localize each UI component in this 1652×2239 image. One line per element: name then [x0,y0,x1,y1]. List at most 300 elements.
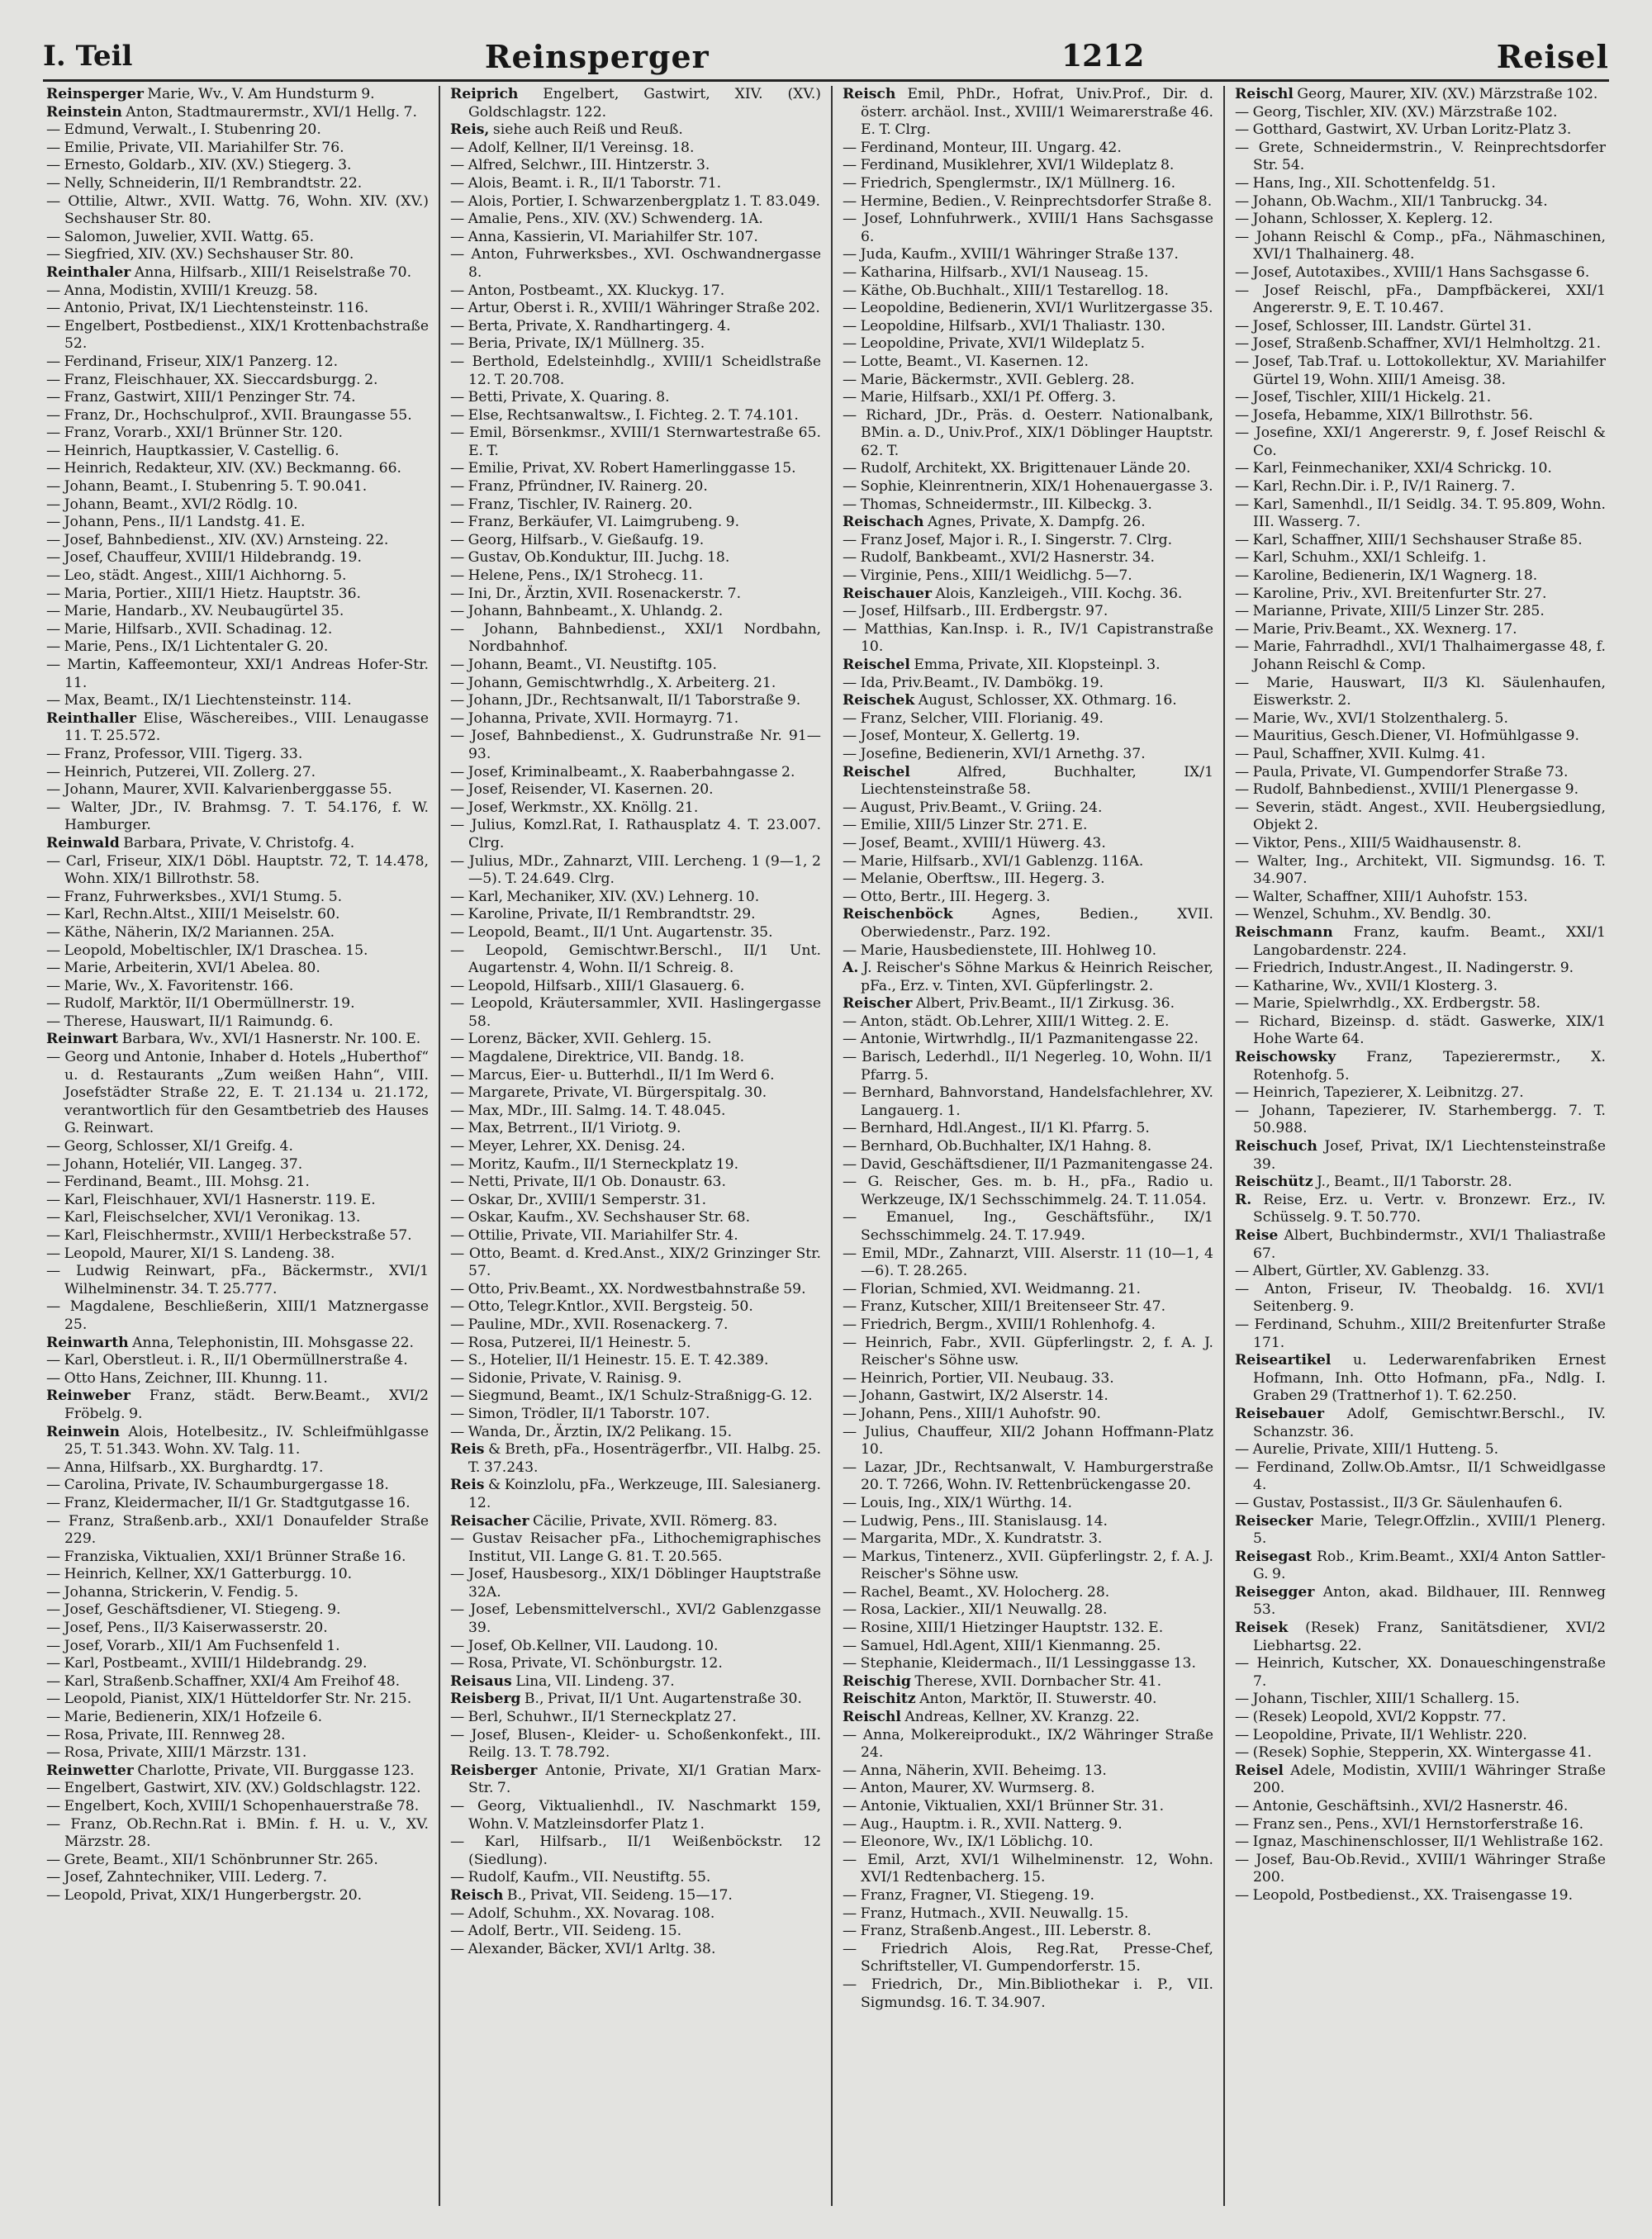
directory-entry: — Lorenz, Bäcker, XVII. Gehlerg. 15. [450,1031,712,1048]
directory-entry: — Friedrich Alois, Reg.Rat, Presse-Chef, Schriftsteller, VI. Gumpendorferstr. 15. [843,1940,1213,1976]
directory-entry: — Karoline, Private, II/1 Rembrandtstr. 29. [450,906,756,923]
directory-entry: — Josef, Monteur, X. Gellertg. 19. [843,728,1080,745]
directory-entry: — Josef, Tab.Traf. u. Lottokollektur, XV. Mariahilfer Gürtel 19, Wohn. XIII/1 Ameisg. 38. [1235,353,1606,388]
directory-entry: — Franz, Berkäufer, VI. Laimgrubeng. 9. [450,514,740,531]
directory-entry: — Betti, Private, X. Quaring. 8. [450,389,670,406]
directory-entry: — Johann, Bahnbeamt., X. Uhlandg. 2. [450,603,724,620]
directory-entry: — Franz, Selcher, VIII. Florianig. 49. [843,709,1104,727]
directory-entry: Reischer Albert, Priv.Beamt., II/1 Zirkusg. 36. [843,995,1175,1013]
directory-entry: — Antonie, Geschäftsinh., XVI/2 Hasnerstr. 46. [1235,1798,1569,1814]
directory-entry: — Leopoldine, Private, II/1 Wehlistr. 220. [1235,1726,1527,1743]
directory-entry: — Leo, städt. Angest., XIII/1 Aichhorng. 5. [46,567,347,585]
directory-entry: — Marie, Bedienerin, XIX/1 Hofzeile 6. [46,1709,323,1726]
directory-entry: — Gustav, Ob.Konduktur, III. Juchg. 18. [450,549,730,567]
directory-entry: Reinweber Franz, städt. Berw.Beamt., XVI/2 Fröbelg. 9. [46,1388,429,1422]
directory-entry: — Emilie, XIII/5 Linzer Str. 271. E. [843,817,1088,834]
directory-entry: — Josef, Zahntechniker, VIII. Lederg. 7. [46,1869,328,1886]
directory-entry: — Margarete, Private, VI. Bürgerspitalg. 30. [450,1084,767,1102]
directory-entry: — Aurelie, Private, XIII/1 Hutteng. 5. [1235,1441,1499,1459]
directory-entry: — Karl, Mechaniker, XIV. (XV.) Lehnerg. 10. [450,888,760,905]
directory-entry: — Marie, Priv.Beamt., XX. Wexnerg. 17. [1235,620,1517,638]
directory-entry: — Leopoldine, Hilfsarb., XVI/1 Thaliastr. 130. [843,317,1166,334]
directory-entry: — Friedrich, Bergm., XVIII/1 Rohlenhofg. 4. [843,1316,1156,1333]
directory-entry: — Oskar, Kaufm., XV. Sechshauser Str. 68. [450,1209,751,1226]
directory-entry: — Josef Reischl, pFa., Dampfbäckerei, XXI/1 Angererstr. 9, E. T. 10.467. [1235,282,1606,317]
directory-entry: — Karl, Schuhm., XXI/1 Schleifg. 1. [1235,549,1487,567]
directory-entry: — Sophie, Kleinrentnerin, XIX/1 Hohenauergasse 3. [843,478,1213,496]
directory-entry: — Johann, Maurer, XVII. Kalvarienberggasse 55. [46,781,392,799]
directory-entry: — Rosa, Private, XIII/1 Märzstr. 131. [46,1744,307,1762]
directory-entry: — Rosa, Private, III. Rennweg 28. [46,1726,286,1743]
directory-entry: — Ini, Dr., Ärztin, XVII. Rosenackerstr. 7. [450,585,742,602]
directory-entry: — Heinrich, Kellner, XX/1 Gatterburgg. 10. [46,1566,353,1583]
directory-entry: — Adolf, Schuhm., XX. Novarag. 108. [450,1905,715,1922]
directory-entry: — Heinrich, Redakteur, XIV. (XV.) Beckmanng. 66. [46,460,402,477]
directory-entry: Reischl Andreas, Kellner, XV. Kranzg. 22. [843,1709,1140,1726]
directory-entry: — Karl, Fleischhermstr., XVIII/1 Herbeckstraße 57. [46,1227,412,1244]
directory-entry: — Marie, Hilfsarb., XVI/1 Gablenzg. 116A. [843,852,1144,870]
directory-entry: — Samuel, Hdl.Agent, XIII/1 Kienmanng. 25. [843,1637,1161,1654]
directory-entry: Reischütz J., Beamt., II/1 Taborstr. 28. [1235,1174,1512,1191]
directory-entry: — Anna, Modistin, XVIII/1 Kreuzg. 58. [46,282,318,299]
directory-entry: — Gotthard, Gastwirt, XV. Urban Loritz-Platz 3. [1235,121,1572,139]
directory-entry: — Katharina, Hilfsarb., XVI/1 Nauseag. 15. [843,263,1149,281]
directory-entry: — Alois, Beamt. i. R., II/1 Taborstr. 71. [450,174,722,192]
directory-entry: — Marie, Hausbedienstete, III. Hohlweg 10. [843,942,1157,959]
directory-entry: Reischel Alfred, Buchhalter, IX/1 Liechtensteinstraße 58. [843,763,1213,799]
directory-entry: — Stephanie, Kleidermach., II/1 Lessinggasse 13. [843,1655,1196,1672]
directory-entry: — Marie, Handarb., XV. Neubaugürtel 35. [46,603,344,620]
directory-entry: — Franz, Fragner, VI. Stiegeng. 19. [843,1886,1094,1904]
directory-entry: Reisegast Rob., Krim.Beamt., XXI/4 Anton Sattler-G. 9. [1235,1548,1606,1583]
directory-entry: — Antonie, Viktualien, XXI/1 Brünner Str. 31. [843,1798,1165,1814]
directory-entry: — Karl, Oberstleut. i. R., II/1 Obermüllnerstraße 4. [46,1352,408,1369]
directory-entry: — Marie, Hauswart, II/3 Kl. Säulenhaufen, Eiswerkstr. 2. [1235,674,1606,709]
directory-entry: — Nelly, Schneiderin, II/1 Rembrandtstr. 22. [46,174,363,192]
directory-entry: — Rudolf, Architekt, XX. Brigittenauer Lände 20. [843,460,1191,477]
directory-entry: Reis, siehe auch Reiß und Reuß. [450,121,683,139]
directory-entry: Reisberg B., Privat, II/1 Unt. Augartenstraße 30. [450,1691,802,1708]
directory-entry: — Josefine, XXI/1 Angererstr. 9, f. Josef Reischl & Co. [1235,425,1606,459]
directory-entry: — Friedrich, Industr.Angest., II. Nadingerstr. 9. [1235,960,1574,977]
directory-entry: — Albert, Gürtler, XV. Gablenzg. 33. [1235,1263,1490,1280]
directory-entry: — Ottilie, Private, VII. Mariahilfer Str. 4. [450,1227,738,1244]
directory-entry: Reise Albert, Buchbindermstr., XVI/1 Thaliastraße 67. [1235,1227,1606,1262]
directory-entry: — Franz, Gastwirt, XIII/1 Penzinger Str. 74. [46,389,356,406]
directory-entry: Reinwetter Charlotte, Private, VII. Burggasse 123. [46,1762,415,1779]
directory-entry: — Paul, Schaffner, XVII. Kulmg. 41. [1235,745,1486,762]
directory-entry: — Leopold, Gemischtwr.Berschl., II/1 Unt. Augartenstr. 4, Wohn. II/1 Schreig. 8. [450,942,821,977]
directory-entry: — Severin, städt. Angest., XVII. Heubergsiedlung, Objekt 2. [1235,799,1606,834]
directory-entry: — Amalie, Pens., XIV. (XV.) Schwenderg. 1A. [450,211,763,228]
directory-entry: — Katharine, Wv., XVII/1 Klosterg. 3. [1235,977,1498,994]
directory-entry: — Josef, Kriminalbeamt., X. Raaberbahngasse 2. [450,763,795,780]
directory-entry: Reisberger Antonie, Private, XI/1 Gratian Marx-Str. 7. [450,1762,821,1797]
directory-entry: Reischl Georg, Maurer, XIV. (XV.) Märzstraße 102. [1235,86,1598,102]
directory-entry: — Simon, Trödler, II/1 Taborstr. 107. [450,1405,710,1422]
directory-entry: — Heinrich, Hauptkassier, V. Castellig. 6. [46,442,339,459]
directory-entry: — Antonie, Wirtwrhdlg., II/1 Pazmanitengasse 22. [843,1031,1199,1048]
directory-entry: — Marie, Hilfsarb., XXI/1 Pf. Offerg. 3. [843,389,1117,406]
directory-entry: Reischuch Josef, Privat, IX/1 Liechtensteinstraße 39. [1235,1138,1606,1173]
directory-entry: — Paula, Private, VI. Gumpendorfer Straße 73. [1235,763,1569,780]
directory-entry: — Richard, JDr., Präs. d. Oesterr. Nationalbank, BMin. a. D., Univ.Prof., XIX/1 Döblinger Hauptstr. 62. T. [843,406,1213,459]
directory-entry: Reinsperger Marie, Wv., V. Am Hundsturm 9. [46,86,375,102]
directory-entry: — Leopold, Maurer, XI/1 S. Landeng. 38. [46,1245,335,1262]
directory-entry: — Karoline, Bedienerin, IX/1 Wagnerg. 18. [1235,567,1538,585]
directory-entry: — Grete, Schneidermstrin., V. Reinprechtsdorfer Str. 54. [1235,139,1606,174]
directory-entry: — Marie, Bäckermstr., XVII. Geblerg. 28. [843,371,1135,388]
directory-entry: — Else, Rechtsanwaltsw., I. Fichteg. 2. T. 74.101. [450,406,799,424]
directory-entry: — Martin, Kaffeemonteur, XXI/1 Andreas Hofer-Str. 11. [46,657,429,691]
directory-entry: — Friedrich, Dr., Min.Bibliothekar i. P., VII. Sigmundsg. 16. T. 34.907. [843,1976,1213,2011]
directory-entry: Reisaus Lina, VII. Lindeng. 37. [450,1672,675,1690]
directory-entry: — Max, MDr., III. Salmg. 14. T. 48.045. [450,1102,726,1119]
directory-entry: — Margarita, MDr., X. Kundratstr. 3. [843,1530,1103,1548]
directory-entry: Reinthaller Elise, Wäschereibes., VIII. Lenaugasse 11. T. 25.572. [46,709,429,745]
directory-entry: — Franz, Hutmach., XVII. Neuwallg. 15. [843,1905,1129,1922]
directory-entry: — G. Reischer, Ges. m. b. H., pFa., Radio u. Werkzeuge, IX/1 Sechsschimmelg. 24. T. 11.054. [843,1174,1213,1208]
directory-entry: — Franz, Tischler, IV. Rainerg. 20. [450,496,693,513]
directory-entry: — Richard, Bizeinsp. d. städt. Gaswerke, XIX/1 Hohe Warte 64. [1235,1013,1606,1048]
directory-entry: — Anton, städt. Ob.Lehrer, XIII/1 Witteg. 2. E. [843,1013,1170,1030]
directory-entry: — Josef, Beamt., XVIII/1 Hüwerg. 43. [843,834,1106,851]
directory-entry: — Viktor, Pens., XIII/5 Waidhausenstr. 8. [1235,834,1521,851]
directory-entry: — Georg und Antonie, Inhaber d. Hotels „Huberthof“ u. d. Restaurants „Zum weißen Hahn“, VIII. Josefstädter Straße 22, E. T. 21.134 u. 21.172, verantwortlich für den Gesamtbetrieb des Hauses G. Reinwart. [46,1049,429,1137]
directory-entry: — Emilie, Private, VII. Mariahilfer Str. 76. [46,139,344,156]
directory-entry: — Sidonie, Private, V. Rainisg. 9. [450,1369,682,1387]
directory-entry: — Marie, Wv., XVI/1 Stolzenthalerg. 5. [1235,709,1508,727]
directory-entry: — Josef, Bahnbedienst., X. Gudrunstraße Nr. 91—93. [450,728,821,762]
directory-entry: — Leopold, Postbedienst., XX. Traisengasse 19. [1235,1886,1574,1904]
directory-entry: — Heinrich, Tapezierer, X. Leibnitzg. 27. [1235,1084,1524,1102]
directory-entry: — Josef, Ob.Kellner, VII. Laudong. 10. [450,1637,719,1654]
directory-entry: — Netti, Private, II/1 Ob. Donaustr. 63. [450,1174,726,1191]
directory-entry: — Heinrich, Fabr., XVII. Güpferlingstr. 2, f. A. J. Reischer's Söhne usw. [843,1334,1213,1369]
directory-entry: — Berl, Schuhwr., II/1 Sterneckplatz 27. [450,1709,737,1726]
directory-entry: — Johann, Ob.Wachm., XII/1 Tanbruckg. 34. [1235,192,1548,210]
directory-entry: — Marcus, Eier- u. Butterhdl., II/1 Im Werd 6. [450,1066,775,1084]
directory-entry: — Helene, Pens., IX/1 Strohecg. 11. [450,567,704,585]
directory-entry: — Lazar, JDr., Rechtsanwalt, V. Hamburgerstraße 20. T. 7266, Wohn. IV. Rettenbrückengasse 20. [843,1459,1213,1494]
directory-entry: — Walter, Schaffner, XIII/1 Auhofstr. 153. [1235,888,1528,905]
directory-entry: — Pauline, MDr., XVII. Rosenackerg. 7. [450,1316,729,1333]
directory-entry: — Josef, Autotaxibes., XVIII/1 Hans Sachsgasse 6. [1235,263,1590,281]
directory-entry: — Franz, Dr., Hochschulprof., XVII. Braungasse 55. [46,406,412,424]
directory-entry: — Edmund, Verwalt., I. Stubenring 20. [46,121,321,139]
directory-entry: — Emanuel, Ing., Geschäftsführ., IX/1 Sechsschimmelg. 24. T. 17.949. [843,1209,1213,1244]
directory-entry: — Engelbert, Koch, XVIII/1 Schopenhauerstraße 78. [46,1798,420,1814]
directory-entry: Reischel Emma, Private, XII. Klopsteinpl. 3. [843,657,1161,673]
directory-entry: — Hermine, Bedien., V. Reinprechtsdorfer Straße 8. [843,192,1213,210]
directory-entry: — Anna, Molkereiprodukt., IX/2 Währinger Straße 24. [843,1726,1213,1762]
directory-entry: Reisch Emil, PhDr., Hofrat, Univ.Prof., Dir. d. österr. archäol. Inst., XVIII/1 Weimarerstraße 46. E. T. Clrg. [843,86,1213,139]
directory-entry: Reischek August, Schlosser, XX. Othmarg. 16. [843,692,1177,709]
directory-entry: — Juda, Kaufm., XVIII/1 Währinger Straße 137. [843,246,1179,263]
directory-entry: — Franz, Kutscher, XIII/1 Breitenseer Str. 47. [843,1298,1166,1316]
directory-entry: — Josef, Hilfsarb., III. Erdbergstr. 97. [843,603,1108,620]
directory-entry: — Georg, Tischler, XIV. (XV.) Märzstraße 102. [1235,103,1558,121]
directory-entry: — Ferdinand, Schuhm., XIII/2 Breitenfurter Straße 171. [1235,1316,1606,1351]
directory-entry: — Siegmund, Beamt., IX/1 Schulz-Straßnigg-G. 12. [450,1388,813,1405]
directory-entry: — Josef, Schlosser, III. Landstr. Gürtel 31. [1235,317,1532,334]
directory-entry: — Max, Betrrent., II/1 Viriotg. 9. [450,1120,681,1137]
directory-entry: — Anton, Maurer, XV. Wurmserg. 8. [843,1780,1095,1797]
directory-entry: — S., Hotelier, II/1 Heinestr. 15. E. T. 42.389. [450,1352,769,1369]
column-4 [1223,86,1616,2206]
directory-entry: — Engelbert, Gastwirt, XIV. (XV.) Goldschlagstr. 122. [46,1780,421,1797]
directory-entry: — Ferdinand, Beamt., III. Mohsg. 21. [46,1174,310,1191]
directory-entry: — Johann, Pens., XIII/1 Auhofstr. 90. [843,1405,1101,1422]
first-entry-lemma: Reinsperger [484,37,710,75]
directory-entry: Reisecker Marie, Telegr.Offzlin., XVIII/1 Plenerg. 5. [1235,1512,1606,1548]
directory-entry: — Josef, Lohnfuhrwerk., XVIII/1 Hans Sachsgasse 6. [843,211,1213,245]
directory-entry: Reisch B., Privat, VII. Seideng. 15—17. [450,1886,733,1904]
column-2 [439,86,831,2206]
directory-entry: — Johanna, Strickerin, V. Fendig. 5. [46,1583,299,1601]
directory-entry: — Barisch, Lederhdl., II/1 Negerleg. 10, Wohn. II/1 Pfarrg. 5. [843,1049,1213,1084]
directory-entry: — Alfred, Selchwr., III. Hintzerstr. 3. [450,157,710,174]
directory-entry: — Anton, Postbeamt., XX. Kluckyg. 17. [450,282,725,299]
directory-entry: Reinwald Barbara, Private, V. Christofg. 4. [46,834,355,851]
directory-entry: — Louis, Ing., XIX/1 Würthg. 14. [843,1494,1072,1511]
directory-entry: — Marie, Wv., X. Favoritenstr. 166. [46,977,294,994]
directory-entry: — Anna, Hilfsarb., XX. Burghardtg. 17. [46,1459,324,1476]
directory-entry: — Emil, MDr., Zahnarzt, VIII. Alserstr. 11 (10—1, 4—6). T. 28.265. [843,1245,1213,1280]
directory-entry: — Karoline, Priv., XVI. Breitenfurter Str. 27. [1235,585,1547,602]
directory-entry: — Emil, Arzt, XVI/1 Wilhelminenstr. 12, Wohn. XVI/1 Redtenbacherg. 15. [843,1851,1213,1886]
directory-entry: — Aug., Hauptm. i. R., XVII. Natterg. 9. [843,1815,1123,1833]
directory-entry: — Karl, Fleischselcher, XVI/1 Veronikag. 13. [46,1209,361,1226]
directory-entry: Reisacher Cäcilie, Private, XVII. Römerg. 83. [450,1512,778,1530]
directory-entry: — Josef, Hausbesorg., XIX/1 Döblinger Hauptstraße 32A. [450,1566,821,1601]
directory-entry: — Carolina, Private, IV. Schaumburgergasse 18. [46,1477,389,1494]
directory-entry: — Lotte, Beamt., VI. Kasernen. 12. [843,353,1089,370]
directory-entry: — Leopold, Hilfsarb., XIII/1 Glasauerg. 6. [450,977,745,994]
directory-entry: — Karl, Straßenb.Schaffner, XXI/4 Am Freihof 48. [46,1672,401,1690]
directory-entry: — Josefa, Hebamme, XIX/1 Billrothstr. 56. [1235,406,1533,424]
directory-entry: — Otto, Priv.Beamt., XX. Nordwestbahnstraße 59. [450,1280,806,1297]
directory-entry: — Oskar, Dr., XVIII/1 Semperstr. 31. [450,1191,707,1208]
directory-entry: — Anton, Fuhrwerksbes., XVI. Oschwandnergasse 8. [450,246,821,281]
directory-entry: — Leopold, Beamt., II/1 Unt. Augartenstr. 35. [450,923,773,941]
directory-entry: — Franz, Straßenb.arb., XXI/1 Donaufelder Straße 229. [46,1512,429,1548]
directory-entry: — Franz Josef, Major i. R., I. Singerstr. 7. Clrg. [843,531,1173,548]
directory-entry: — Magdalene, Direktrice, VII. Bandg. 18. [450,1049,745,1066]
directory-entry: — (Resek) Leopold, XVI/2 Koppstr. 77. [1235,1709,1507,1726]
directory-entry: — Julius, MDr., Zahnarzt, VIII. Lercheng. 1 (9—1, 2—5). T. 24.649. Clrg. [450,852,821,888]
directory-entry: — Franziska, Viktualien, XXI/1 Brünner Straße 16. [46,1548,406,1565]
directory-entry: Reisek (Resek) Franz, Sanitätsdiener, XVI/2 Liebhartsg. 22. [1235,1620,1606,1654]
directory-entry: Reisebauer Adolf, Gemischtwr.Berschl., IV. Schanzstr. 36. [1235,1405,1606,1440]
directory-entry: — Grete, Beamt., XII/1 Schönbrunner Str. 265. [46,1851,378,1868]
directory-entry: — Ottilie, Altwr., XVII. Wattg. 76, Wohn. XIV. (XV.) Sechshauser Str. 80. [46,192,429,228]
directory-entry: — Marianne, Private, XIII/5 Linzer Str. 285. [1235,603,1545,620]
directory-entry: — Rudolf, Bankbeamt., XVI/2 Hasnerstr. 34. [843,549,1156,567]
directory-entry: — Virginie, Pens., XIII/1 Weidlichg. 5—7. [843,567,1132,585]
directory-entry: — Leopold, Kräutersammler, XVII. Haslingergasse 58. [450,995,821,1030]
directory-entry: Reischenböck Agnes, Bedien., XVII. Oberwiedenstr., Parz. 192. [843,906,1213,941]
directory-entry: — Johann, Pens., II/1 Landstg. 41. E. [46,514,306,531]
directory-entry: — Franz, Vorarb., XXI/1 Brünner Str. 120. [46,425,343,442]
page-number: 1212 [1061,39,1145,74]
directory-entry: — Otto Hans, Zeichner, III. Khunng. 11. [46,1369,328,1387]
directory-entry: — Berta, Private, X. Randhartingerg. 4. [450,317,731,334]
directory-entry: — Florian, Schmied, XVI. Weidmanng. 21. [843,1280,1141,1297]
directory-entry: — Rosine, XIII/1 Hietzinger Hauptstr. 132. E. [843,1620,1164,1637]
directory-entry: — Karl, Feinmechaniker, XXI/4 Schrickg. 10. [1235,460,1552,477]
directory-entry: — Emilie, Privat, XV. Robert Hamerlinggasse 15. [450,460,796,477]
directory-entry: — Johann, Gemischtwrhdlg., X. Arbeiterg. 21. [450,674,776,691]
directory-entry: — Eleonore, Wv., IX/1 Löblichg. 10. [843,1833,1094,1851]
directory-entry: — Josef, Tischler, XIII/1 Hickelg. 21. [1235,389,1492,406]
directory-entry: — Johann, Tapezierer, IV. Starhembergg. 7. T. 50.988. [1235,1102,1606,1137]
directory-entry: — Josef, Bahnbedienst., XIV. (XV.) Arnsteing. 22. [46,531,389,548]
directory-entry: — Johann, Beamt., XVI/2 Rödlg. 10. [46,496,298,513]
directory-entry: — Käthe, Ob.Buchhalt., XIII/1 Testarellog. 18. [843,282,1169,299]
directory-entry: — Matthias, Kan.Insp. i. R., IV/1 Capistranstraße 10. [843,620,1213,656]
directory-entry: — Siegfried, XIV. (XV.) Sechshauser Str. 80. [46,246,354,263]
directory-entry: — Josefine, Bedienerin, XVI/1 Arnethg. 37. [843,745,1146,762]
directory-entry: Reischauer Alois, Kanzleigeh., VIII. Kochg. 36. [843,585,1183,602]
directory-entry: — Leopoldine, Private, XVI/1 Wildeplatz 5. [843,335,1146,353]
directory-entry: — Franz, Fleischhauer, XX. Sieccardsburgg. 2. [46,371,378,388]
directory-entry: — Leopold, Privat, XIX/1 Hungerbergstr. 20. [46,1886,363,1904]
directory-entry: — Alexander, Bäcker, XVI/1 Arltg. 38. [450,1940,716,1957]
directory-entry: — Georg, Schlosser, XI/1 Greifg. 4. [46,1138,293,1155]
directory-entry: Reinstein Anton, Stadtmaurermstr., XVI/1 Hellg. 7. [46,103,417,121]
directory-entry: — Magdalene, Beschließerin, XIII/1 Matznergasse 25. [46,1298,429,1333]
directory-entry: — Karl, Hilfsarb., II/1 Weißenböckstr. 12 (Siedlung). [450,1833,821,1868]
directory-entry: — Wenzel, Schuhm., XV. Bendlg. 30. [1235,906,1492,923]
directory-entry: — Max, Beamt., IX/1 Liechtensteinstr. 114. [46,692,352,709]
directory-entry: — Adolf, Kellner, II/1 Vereinsg. 18. [450,139,695,156]
directory-entry: — Heinrich, Portier, VII. Neubaug. 33. [843,1369,1114,1387]
directory-entry: — Markus, Tintenerz., XVII. Güpferlingstr. 2, f. A. J. Reischer's Söhne usw. [843,1548,1213,1583]
directory-entry: — Josef, Reisender, VI. Kasernen. 20. [450,781,714,799]
directory-entry: — Josef, Bau-Ob.Revid., XVIII/1 Währinger Straße 200. [1235,1851,1606,1886]
directory-entry: — Johann, Beamt., VI. Neustiftg. 105. [450,657,718,673]
directory-entry: — Karl, Postbeamt., XVIII/1 Hildebrandg. 29. [46,1655,368,1672]
directory-entry: — Rudolf, Bahnbedienst., XVIII/1 Plenergasse 9. [1235,781,1579,799]
directory-entry: A. J. Reischer's Söhne Markus & Heinrich Reischer, pFa., Erz. v. Tinten, XVI. Güpferlingstr. 2. [843,960,1213,994]
directory-entry: — Leopold, Mobeltischler, IX/1 Draschea. 15. [46,942,368,959]
directory-entry: — Otto, Telegr.Kntlor., XVII. Bergsteig. 50. [450,1298,753,1316]
directory-entry: Reinwart Barbara, Wv., XVI/1 Hasnerstr. Nr. 100. E. [46,1031,421,1048]
directory-entry: — Ida, Priv.Beamt., IV. Dambökg. 19. [843,674,1104,691]
directory-entry: — Heinrich, Kutscher, XX. Donaueschingenstraße 7. [1235,1655,1606,1690]
directory-entry: — Franz, Straßenb.Angest., III. Leberstr. 8. [843,1923,1151,1940]
directory-entry: — Wanda, Dr., Ärztin, IX/2 Pelikang. 15. [450,1423,733,1440]
directory-entry: — Thomas, Schneidermstr., III. Kilbeckg. 3. [843,496,1152,513]
column-1 [46,86,439,2206]
directory-entry: Reischig Therese, XVII. Dornbacher Str. 41. [843,1672,1162,1690]
directory-entry: — Franz, Pfründner, IV. Rainerg. 20. [450,478,708,496]
directory-entry: — Melanie, Oberftsw., III. Hegerg. 3. [843,870,1105,888]
directory-entry: — Bernhard, Bahnvorstand, Handelsfachlehrer, XV. Langauerg. 1. [843,1084,1213,1119]
directory-entry: Reis & Breth, pFa., Hosenträgerfbr., VII. Halbg. 25. T. 37.243. [450,1441,821,1476]
directory-entry: — Julius, Chauffeur, XII/2 Johann Hoffmann-Platz 10. [843,1423,1213,1459]
directory-entry: — Mauritius, Gesch.Diener, VI. Hofmühlgasse 9. [1235,728,1580,745]
last-entry-lemma: Reisel [1496,37,1609,75]
directory-entry: Reisel Adele, Modistin, XVIII/1 Währinger Straße 200. [1235,1762,1606,1797]
directory-entry: — Josef, Chauffeur, XVIII/1 Hildebrandg. 19. [46,549,362,567]
directory-entry: — Bernhard, Hdl.Angest., II/1 Kl. Pfarrg. 5. [843,1120,1150,1137]
directory-entry: — Therese, Hauswart, II/1 Raimundg. 6. [46,1013,334,1030]
directory-entry: — Marie, Arbeiterin, XVI/1 Abelea. 80. [46,960,320,977]
directory-entry: — Josef, Lebensmittelverschl., XVI/2 Gablenzgasse 39. [450,1601,821,1637]
directory-entry: — Ferdinand, Monteur, III. Ungarg. 42. [843,139,1122,156]
directory-entry: — Johann, JDr., Rechtsanwalt, II/1 Taborstraße 9. [450,692,801,709]
directory-entry: — Engelbert, Postbedienst., XIX/1 Krottenbachstraße 52. [46,317,429,353]
directory-entry: Reiseartikel u. Lederwarenfabriken Ernest Hofmann, Inh. Otto Hofmann, pFa., Ndlg. I. Graben 29 (Trattnerhof 1). T. 62.250. [1235,1352,1606,1405]
directory-entry: Reischowsky Franz, Tapezierermstr., X. Rotenhofg. 5. [1235,1049,1606,1084]
directory-entry: — Bernhard, Ob.Buchhalter, IX/1 Hahng. 8. [843,1138,1152,1155]
directory-entry: Reis & Koinzlolu, pFa., Werkzeuge, III. Salesianerg. 12. [450,1477,821,1511]
directory-entry: — Franz, Professor, VIII. Tigerg. 33. [46,745,303,762]
directory-entry: — Johann, Beamt., I. Stubenring 5. T. 90.041. [46,478,368,496]
directory-entry: — Gustav, Postassist., II/3 Gr. Säulenhaufen 6. [1235,1494,1563,1511]
directory-entry: — Leopold, Pianist, XIX/1 Hütteldorfer Str. Nr. 215. [46,1691,412,1708]
directory-entry: — Karl, Rechn.Altst., XIII/1 Meiselstr. 60. [46,906,340,923]
directory-entry: — Georg, Hilfsarb., V. Gießaufg. 19. [450,531,705,548]
directory-entry: — Rachel, Beamt., XV. Holocherg. 28. [843,1583,1110,1601]
directory-entry: — Julius, Komzl.Rat, I. Rathausplatz 4. T. 23.007. Clrg. [450,817,821,851]
directory-entry: — Rudolf, Kaufm., VII. Neustiftg. 55. [450,1869,711,1886]
directory-entry: — Hans, Ing., XII. Schottenfeldg. 51. [1235,174,1496,192]
directory-entry: — Marie, Pens., IX/1 Lichtentaler G. 20. [46,638,329,656]
directory-entry: — Josef, Werkmstr., XX. Knöllg. 21. [450,799,699,816]
directory-entry: — Anna, Kassierin, VI. Mariahilfer Str. 107. [450,228,758,245]
directory-entry: Reisegger Anton, akad. Bildhauer, III. Rennweg 53. [1235,1583,1606,1619]
directory-entry: — Berthold, Edelsteinhdlg., XVIII/1 Scheidlstraße 12. T. 20.708. [450,353,821,388]
directory-entry: — Johann Reischl & Comp., pFa., Nähmaschinen, XVI/1 Thalhainerg. 48. [1235,228,1606,263]
directory-entry: — Marie, Fahrradhdl., XVI/1 Thalhaimergasse 48, f. Johann Reischl & Comp. [1235,638,1606,673]
directory-entry: — David, Geschäftsdiener, II/1 Pazmanitengasse 24. [843,1155,1213,1173]
directory-entry: Reinthaler Anna, Hilfsarb., XIII/1 Reiselstraße 70. [46,263,412,281]
directory-entry: Reiprich Engelbert, Gastwirt, XIV. (XV.) Goldschlagstr. 122. [450,86,821,121]
directory-entry: — Friedrich, Spenglermstr., IX/1 Müllnerg. 16. [843,174,1176,192]
directory-entry: — Walter, Ing., Architekt, VII. Sigmundsg. 16. T. 34.907. [1235,852,1606,888]
directory-entry: — Gustav Reisacher pFa., Lithochemigraphisches Institut, VII. Lange G. 81. T. 20.565. [450,1530,821,1565]
directory-columns [46,86,1616,2206]
directory-entry: — Franz sen., Pens., XVI/1 Hernstorferstraße 16. [1235,1815,1584,1833]
directory-entry: — Moritz, Kaufm., II/1 Sterneckplatz 19. [450,1155,739,1173]
directory-entry: — Josef, Pens., II/3 Kaiserwasserstr. 20. [46,1620,328,1637]
directory-entry: — Johanna, Private, XVII. Hormayrg. 71. [450,709,739,727]
directory-entry: Reischmann Franz, kaufm. Beamt., XXI/1 Langobardenstr. 224. [1235,923,1606,959]
directory-entry: — Franz, Ob.Rechn.Rat i. BMin. f. H. u. V., XV. Märzstr. 28. [46,1815,429,1851]
directory-entry: — Rudolf, Marktör, II/1 Obermüllnerstr. 19. [46,995,355,1013]
directory-entry: — Marie, Spielwrhdlg., XX. Erdbergstr. 58. [1235,995,1541,1013]
directory-entry: — Johann, Bahnbedienst., XXI/1 Nordbahn, Nordbahnhof. [450,620,821,656]
directory-entry: — Antonio, Privat, IX/1 Liechtensteinstr. 116. [46,300,369,317]
part-label: I. Teil [43,40,133,73]
directory-entry: — Franz, Fuhrwerksbes., XVI/1 Stumg. 5. [46,888,343,905]
directory-entry: — Rosa, Lackier., XII/1 Neuwallg. 28. [843,1601,1108,1619]
directory-entry: — Ferdinand, Musiklehrer, XVI/1 Wildeplatz 8. [843,157,1175,174]
directory-entry: — Johann, Tischler, XIII/1 Schallerg. 15. [1235,1691,1520,1708]
directory-entry: — Marie, Hilfsarb., XVII. Schadinag. 12. [46,620,333,638]
directory-entry: — Heinrich, Putzerei, VII. Zollerg. 27. [46,763,316,780]
directory-entry: Reischach Agnes, Private, X. Dampfg. 26. [843,514,1146,531]
directory-entry: — Karl, Fleischhauer, XVI/1 Hasnerstr. 119. E. [46,1191,376,1208]
directory-entry: — Otto, Beamt. d. Kred.Anst., XIX/2 Grinzinger Str. 57. [450,1245,821,1280]
directory-entry: — Rosa, Putzerei, II/1 Heinestr. 5. [450,1334,691,1351]
directory-entry: — Franz, Kleidermacher, II/1 Gr. Stadtgutgasse 16. [46,1494,411,1511]
directory-entry: — August, Priv.Beamt., V. Griing. 24. [843,799,1103,816]
directory-entry: — Josef, Geschäftsdiener, VI. Stiegeng. 9. [46,1601,341,1619]
